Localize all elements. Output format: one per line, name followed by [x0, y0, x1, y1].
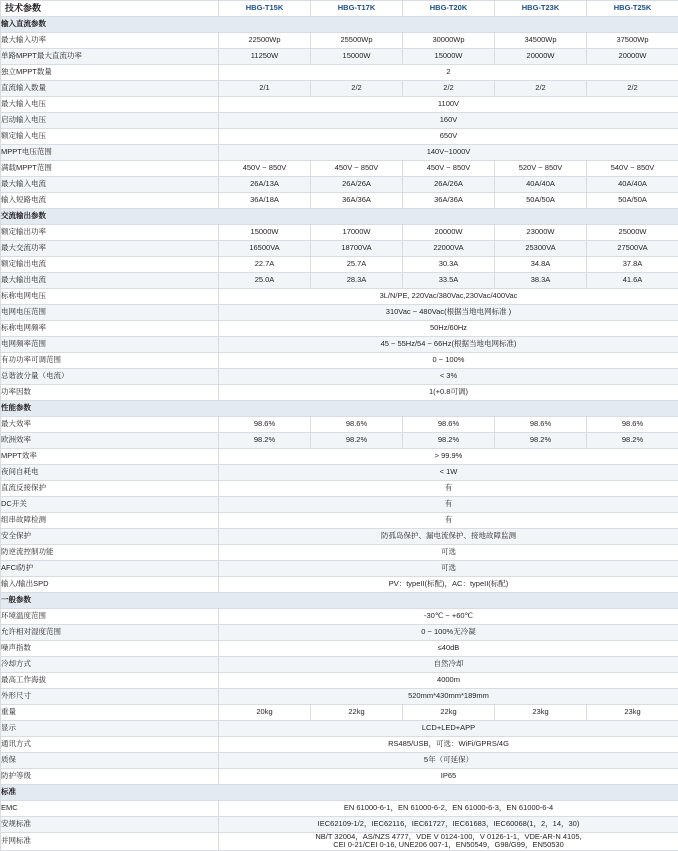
row-value-span: 520mm*430mm*189mm: [219, 689, 678, 705]
row-label: 功率因数: [1, 385, 219, 401]
row-value: 98.6%: [403, 417, 495, 433]
row-label: 并网标准: [1, 833, 219, 851]
row-value: 26A/26A: [311, 177, 403, 193]
row-value-span: LCD+LED+APP: [219, 721, 678, 737]
row-value: 17000W: [311, 225, 403, 241]
table-row: [1, 529, 678, 545]
table-row: [1, 561, 678, 577]
section-header-row: [1, 593, 678, 609]
row-value-span: 1100V: [219, 97, 678, 113]
table-row: [1, 385, 678, 401]
row-value: 450V ~ 850V: [311, 161, 403, 177]
row-value: 30000Wp: [403, 33, 495, 49]
row-value: 20000W: [403, 225, 495, 241]
table-row: [1, 225, 678, 241]
row-label: 安全保护: [1, 529, 219, 545]
row-label: 标称电网频率: [1, 321, 219, 337]
row-label: 电网电压范围: [1, 305, 219, 321]
table-row: [1, 65, 678, 81]
row-label: 有功功率可调范围: [1, 353, 219, 369]
row-label: 允许相对湿度范围: [1, 625, 219, 641]
table-row: [1, 161, 678, 177]
row-value-span: 650V: [219, 129, 678, 145]
row-label: 通讯方式: [1, 737, 219, 753]
row-label: 输入/输出SPD: [1, 577, 219, 593]
row-value: 36A/18A: [219, 193, 311, 209]
table-header-row: [1, 1, 678, 17]
row-value-span: RS485/USB，可选：WiFi/GPRS/4G: [219, 737, 678, 753]
section-header-row: [1, 401, 678, 417]
row-value-span: 140V~1000V: [219, 145, 678, 161]
row-value: 25500Wp: [311, 33, 403, 49]
row-value-span: EN 61000-6-1，EN 61000-6-2，EN 61000-6-3，EN 61000-6-4: [219, 801, 678, 817]
table-row: [1, 737, 678, 753]
row-value: 22500Wp: [219, 33, 311, 49]
row-label: 冷却方式: [1, 657, 219, 673]
section-header-row: [1, 17, 678, 33]
row-value-span: 45 ~ 55Hz/54 ~ 66Hz(根据当地电网标准): [219, 337, 678, 353]
table-row: [1, 305, 678, 321]
row-label: 最大交流功率: [1, 241, 219, 257]
table-row: [1, 657, 678, 673]
row-label: DC开关: [1, 497, 219, 513]
row-value: 34.8A: [495, 257, 587, 273]
row-label: 最大输入电流: [1, 177, 219, 193]
row-value-span: 5年（可延保）: [219, 753, 678, 769]
table-row: [1, 577, 678, 593]
row-value: 98.6%: [219, 417, 311, 433]
row-value: 34500Wp: [495, 33, 587, 49]
table-row: [1, 417, 678, 433]
row-value: 25.7A: [311, 257, 403, 273]
row-value-span: < 1W: [219, 465, 678, 481]
table-row: [1, 465, 678, 481]
row-value: 15000W: [311, 49, 403, 65]
row-label: 最大输入电压: [1, 97, 219, 113]
section-title: 标准: [1, 785, 678, 801]
row-value-span: 160V: [219, 113, 678, 129]
row-value: 540V ~ 850V: [587, 161, 678, 177]
row-label: 额定输入电压: [1, 129, 219, 145]
table-row: [1, 689, 678, 705]
table-row: [1, 433, 678, 449]
table-row: [1, 449, 678, 465]
row-label: MPPT电压范围: [1, 145, 219, 161]
row-value: 25000W: [587, 225, 678, 241]
row-value: 33.5A: [403, 273, 495, 289]
row-value: 15000W: [403, 49, 495, 65]
table-row: [1, 273, 678, 289]
row-label: 直流输入数量: [1, 81, 219, 97]
table-row: [1, 705, 678, 721]
row-value-span: 防孤岛保护、漏电流保护、接地故障监测: [219, 529, 678, 545]
row-value: 520V ~ 850V: [495, 161, 587, 177]
table-row: [1, 49, 678, 65]
row-label: 安规标准: [1, 817, 219, 833]
row-value-span: > 99.9%: [219, 449, 678, 465]
table-row: [1, 193, 678, 209]
table-row: [1, 673, 678, 689]
table-row: [1, 257, 678, 273]
row-value: 2/2: [495, 81, 587, 97]
row-value-span: 3L/N/PE, 220Vac/380Vac,230Vac/400Vac: [219, 289, 678, 305]
row-value: 20kg: [219, 705, 311, 721]
row-value: 20000W: [495, 49, 587, 65]
row-label: 独立MPPT数量: [1, 65, 219, 81]
header-model-0: HBG-T15K: [219, 1, 311, 17]
row-value: 450V ~ 850V: [219, 161, 311, 177]
row-label: 满载MPPT范围: [1, 161, 219, 177]
row-value: 22kg: [311, 705, 403, 721]
row-value-span: IP65: [219, 769, 678, 785]
table-row: [1, 321, 678, 337]
row-value: 40A/40A: [495, 177, 587, 193]
row-value-span: 自然冷却: [219, 657, 678, 673]
row-value: 450V ~ 850V: [403, 161, 495, 177]
row-label: 额定输出电流: [1, 257, 219, 273]
row-value: 23000W: [495, 225, 587, 241]
row-value: 38.3A: [495, 273, 587, 289]
row-value: 41.6A: [587, 273, 678, 289]
row-value: 18700VA: [311, 241, 403, 257]
row-label: EMC: [1, 801, 219, 817]
row-value: 20000W: [587, 49, 678, 65]
row-value: 37.8A: [587, 257, 678, 273]
row-value-span: 50Hz/60Hz: [219, 321, 678, 337]
row-value-span: 2: [219, 65, 678, 81]
section-title: 交流输出参数: [1, 209, 678, 225]
row-value: 22000VA: [403, 241, 495, 257]
table-row: [1, 497, 678, 513]
row-value: 98.2%: [311, 433, 403, 449]
row-value-span: 4000m: [219, 673, 678, 689]
row-label: 重量: [1, 705, 219, 721]
row-value-span: 310Vac ~ 480Vac(根据当地电网标准 ): [219, 305, 678, 321]
row-label: 质保: [1, 753, 219, 769]
row-label: 环境温度范围: [1, 609, 219, 625]
row-value-span: PV：typeII(标配)，AC：typeII(标配): [219, 577, 678, 593]
row-label: 总谐波分量（电流）: [1, 369, 219, 385]
table-row: [1, 353, 678, 369]
row-value: 36A/36A: [403, 193, 495, 209]
row-value: 27500VA: [587, 241, 678, 257]
row-label: MPPT效率: [1, 449, 219, 465]
row-value: 37500Wp: [587, 33, 678, 49]
row-value: 40A/40A: [587, 177, 678, 193]
row-value: 98.2%: [587, 433, 678, 449]
row-value: 98.6%: [495, 417, 587, 433]
table-row: [1, 769, 678, 785]
row-value-span: IEC62109-1/2，IEC62116，IEC61727，IEC61683，IEC60068(1，2，14，30): [219, 817, 678, 833]
row-value-span: < 3%: [219, 369, 678, 385]
row-label: 组串故障检测: [1, 513, 219, 529]
row-value-span: 有: [219, 497, 678, 513]
row-label: 最大输入功率: [1, 33, 219, 49]
row-value: 22kg: [403, 705, 495, 721]
row-value: 15000W: [219, 225, 311, 241]
section-header-row: [1, 785, 678, 801]
row-label: 电网频率范围: [1, 337, 219, 353]
table-row: [1, 241, 678, 257]
row-value: 22.7A: [219, 257, 311, 273]
row-label: 噪声指数: [1, 641, 219, 657]
table-row: [1, 129, 678, 145]
row-value: 2/2: [311, 81, 403, 97]
row-value-span: 0 ~ 100%: [219, 353, 678, 369]
row-value: 2/2: [403, 81, 495, 97]
row-value: 23kg: [587, 705, 678, 721]
table-row: [1, 801, 678, 817]
row-value: 98.2%: [403, 433, 495, 449]
table-row: [1, 641, 678, 657]
row-label: 显示: [1, 721, 219, 737]
row-value: 16500VA: [219, 241, 311, 257]
row-label: AFCI防护: [1, 561, 219, 577]
table-row: [1, 289, 678, 305]
row-label: 防护等级: [1, 769, 219, 785]
header-model-3: HBG-T23K: [495, 1, 587, 17]
row-value-span: -30℃ ~ +60℃: [219, 609, 678, 625]
section-title: 输入直流参数: [1, 17, 678, 33]
table-row: [1, 113, 678, 129]
row-value: 50A/50A: [495, 193, 587, 209]
row-label: 欧洲效率: [1, 433, 219, 449]
row-value: 36A/36A: [311, 193, 403, 209]
row-value: 50A/50A: [587, 193, 678, 209]
table-row: [1, 513, 678, 529]
section-header-row: [1, 209, 678, 225]
row-label: 最大效率: [1, 417, 219, 433]
table-row: [1, 545, 678, 561]
table-row: [1, 177, 678, 193]
row-value: 28.3A: [311, 273, 403, 289]
row-value-span: NB/T 32004，AS/NZS 4777，VDE V 0124-100，V 0126-1-1，VDE-AR-N 4105, CEI 0-21/CEI 0-16, UNE206 007-1，EN50549，G98/G99，EN50530: [219, 833, 678, 851]
header-model-2: HBG-T20K: [403, 1, 495, 17]
row-label: 单路MPPT最大直流功率: [1, 49, 219, 65]
row-value: 25.0A: [219, 273, 311, 289]
row-value: 2/1: [219, 81, 311, 97]
row-label: 启动输入电压: [1, 113, 219, 129]
row-label: 最大输出电流: [1, 273, 219, 289]
table-row: [1, 481, 678, 497]
table-row: [1, 753, 678, 769]
row-value-span: 0 ~ 100%无冷凝: [219, 625, 678, 641]
row-label: 夜间自耗电: [1, 465, 219, 481]
row-label: 防逆流控制功能: [1, 545, 219, 561]
row-value: 26A/26A: [403, 177, 495, 193]
row-value: 98.2%: [219, 433, 311, 449]
table-row: [1, 81, 678, 97]
table-row: [1, 369, 678, 385]
row-value: 25300VA: [495, 241, 587, 257]
row-value: 26A/13A: [219, 177, 311, 193]
table-row: [1, 33, 678, 49]
row-label: 外形尺寸: [1, 689, 219, 705]
row-value-span: ≤40dB: [219, 641, 678, 657]
row-label: 标称电网电压: [1, 289, 219, 305]
section-title: 一般参数: [1, 593, 678, 609]
row-label: 最高工作海拔: [1, 673, 219, 689]
table-row: [1, 833, 678, 851]
row-value-span: 可选: [219, 545, 678, 561]
header-model-4: HBG-T25K: [587, 1, 678, 17]
table-row: [1, 625, 678, 641]
row-value: 2/2: [587, 81, 678, 97]
row-value-span: 有: [219, 481, 678, 497]
row-value: 30.3A: [403, 257, 495, 273]
row-value: 98.2%: [495, 433, 587, 449]
row-label: 直流反接保护: [1, 481, 219, 497]
table-row: [1, 721, 678, 737]
table-row: [1, 609, 678, 625]
row-value: 98.6%: [587, 417, 678, 433]
row-label: 额定输出功率: [1, 225, 219, 241]
table-row: [1, 145, 678, 161]
row-value-span: 1(+0.8可调): [219, 385, 678, 401]
row-label: 输入短路电流: [1, 193, 219, 209]
row-value-span: 可选: [219, 561, 678, 577]
row-value: 11250W: [219, 49, 311, 65]
header-model-1: HBG-T17K: [311, 1, 403, 17]
table-row: [1, 97, 678, 113]
section-title: 性能参数: [1, 401, 678, 417]
table-row: [1, 337, 678, 353]
row-value: 98.6%: [311, 417, 403, 433]
row-value-span: 有: [219, 513, 678, 529]
header-first-col: 技术参数: [1, 1, 219, 17]
row-value: 23kg: [495, 705, 587, 721]
